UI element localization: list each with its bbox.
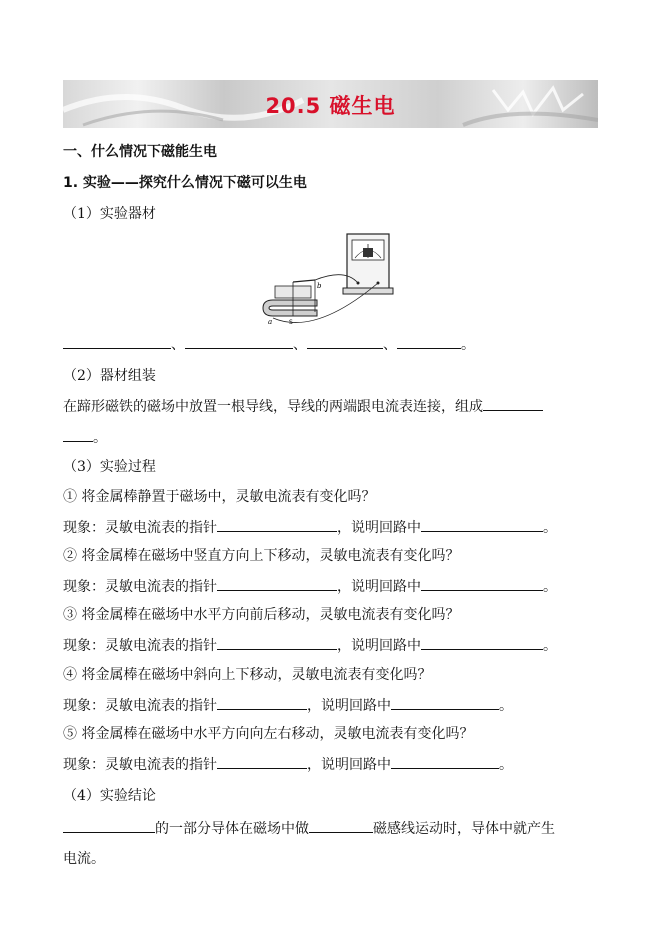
experiment-heading: 1. 实验——探究什么情况下磁可以生电 [63,175,307,191]
blank-assembly-cont[interactable] [63,427,93,442]
blank-assembly[interactable] [483,396,543,411]
blank-pointer-5[interactable] [217,754,307,769]
experiment-apparatus-figure [255,228,405,328]
phenomenon-3 [63,635,557,656]
phen-mid: ，说明回路中 [337,579,421,595]
blank-equip-1[interactable] [63,334,171,349]
conclusion-mid: 的一部分导体在磁场中做 [155,821,309,837]
conclusion-line-2: 电流。 [63,851,105,867]
phen-prefix: 现象：灵敏电流表的指针 [63,579,217,595]
label-b: b [317,282,322,290]
phen-prefix: 现象：灵敏电流表的指针 [63,520,217,536]
phen-mid: ，说明回路中 [307,757,391,773]
blank-circuit-2[interactable] [421,576,543,591]
section-heading: 一、什么情况下磁能生电 [63,144,217,160]
phenomenon-2 [63,576,557,597]
phen-mid: ，说明回路中 [307,698,391,714]
phenomenon-1 [63,517,557,538]
assembly-sentence: 在蹄形磁铁的磁场中放置一根导线，导线的两端跟电流表连接，组成 [63,399,483,415]
conclusion-line-1 [63,818,555,839]
blank-pointer-2[interactable] [217,576,337,591]
period: 。 [543,638,557,654]
separator: 、 [293,337,307,353]
part1-heading: （1）实验器材 [63,206,156,222]
blank-equip-2[interactable] [185,334,293,349]
part4-heading: （4）实验结论 [63,788,156,804]
blank-equip-3[interactable] [307,334,383,349]
blank-pointer-1[interactable] [217,517,337,532]
blank-pointer-4[interactable] [217,695,307,710]
separator: 、 [171,337,185,353]
blank-conclusion-1[interactable] [63,818,155,833]
step-4: ④ 将金属棒在磁场中斜向上下移动，灵敏电流表有变化吗？ [63,667,432,683]
blank-pointer-3[interactable] [217,635,337,650]
blank-conclusion-2[interactable] [309,818,373,833]
part2-heading: （2）器材组装 [63,368,156,384]
step-2: ② 将金属棒在磁场中竖直方向上下移动，灵敏电流表有变化吗？ [63,548,460,564]
step-3: ③ 将金属棒在磁场中水平方向前后移动，灵敏电流表有变化吗？ [63,607,460,623]
label-s: S [289,319,293,326]
phen-prefix: 现象：灵敏电流表的指针 [63,638,217,654]
conclusion-end: 磁感线运动时，导体中就产生 [373,821,555,837]
part3-heading: （3）实验过程 [63,459,156,475]
title-banner [63,80,598,128]
label-a: a [268,318,273,326]
phen-prefix: 现象：灵敏电流表的指针 [63,757,217,773]
step-5: ⑤ 将金属棒在磁场中水平方向向左右移动，灵敏电流表有变化吗？ [63,726,474,742]
phen-prefix: 现象：灵敏电流表的指针 [63,698,217,714]
blank-circuit-5[interactable] [391,754,499,769]
separator: 。 [461,337,475,353]
assembly-text [63,396,543,417]
period: 。 [543,579,557,595]
step-1: ① 将金属棒静置于磁场中，灵敏电流表有变化吗？ [63,489,376,505]
period: 。 [499,698,513,714]
assembly-text-cont [63,427,107,448]
phen-mid: ，说明回路中 [337,638,421,654]
period: 。 [93,430,107,446]
period: 。 [499,757,513,773]
equipment-blanks [63,334,475,355]
phenomenon-5 [63,754,513,775]
blank-circuit-4[interactable] [391,695,499,710]
separator: 、 [383,337,397,353]
blank-circuit-3[interactable] [421,635,543,650]
blank-equip-4[interactable] [397,334,461,349]
phen-mid: ，说明回路中 [337,520,421,536]
phenomenon-4 [63,695,513,716]
period: 。 [543,520,557,536]
page-title: 20.5 磁生电 [265,94,396,118]
blank-circuit-1[interactable] [421,517,543,532]
